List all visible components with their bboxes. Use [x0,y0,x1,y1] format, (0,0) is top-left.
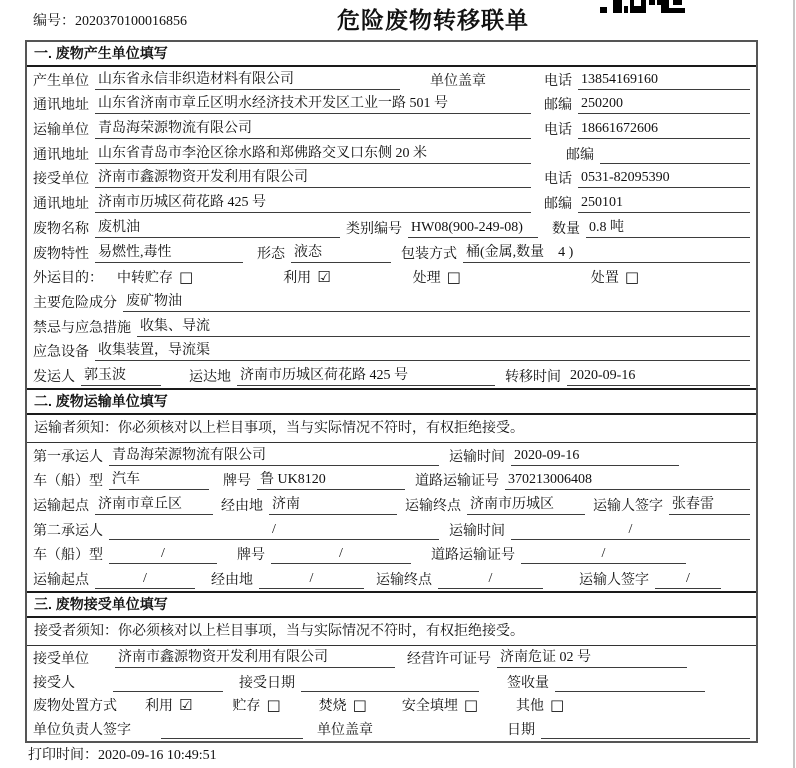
license-number-label: 经营许可证号 [407,651,491,667]
disposal-option-utilize [145,695,192,715]
receiver-unit-label: 接受单位 [33,172,89,188]
date-label: 日期 [507,723,535,739]
receiver-zip-value: 250101 [578,193,750,213]
transport-unit-value: 青岛海荣源物流有限公司 [95,119,531,139]
quantity-value: 0.8 吨 [586,218,750,238]
destination-value: 济南市历城区荷花路 425 号 [237,366,495,386]
row-shipper [27,363,756,388]
qr-code-fragment [600,0,685,13]
disposal-method-label: 废物处置方式 [33,699,117,715]
transport-time2-label: 运输时间 [449,523,505,539]
category-code-label: 类别编号 [346,221,402,237]
disposal-utilize-label: 利用 [145,699,173,715]
quantity-label: 数量 [552,221,580,237]
plate-number2-label: 牌号 [237,548,265,564]
row-producer-address [27,92,756,117]
row-waste-property [27,240,756,265]
shipper-label: 发运人 [33,369,75,385]
emergency-measures-value: 收集、导流 [137,317,750,337]
transport-time-label: 运输时间 [449,449,505,465]
row-transport-route-1 [27,492,756,517]
producer-zip-value: 250200 [578,94,750,114]
producer-unit-value: 山东省永信非织造材料有限公司 [95,70,400,90]
row-second-carrier [27,517,756,542]
carrier-signature-value: 张春雷 [669,495,750,515]
via-value: 济南 [269,495,397,515]
terminus-value: 济南市历城区 [467,495,585,515]
section2-header: 二. 废物运输单位填写 [27,388,756,415]
signed-quantity-value [555,672,705,692]
row-vehicle-type-2 [27,542,756,567]
row-vehicle-type-1 [27,468,756,493]
producer-unit-label: 产生单位 [33,73,89,89]
disposal-storage-label: 贮存 [232,699,261,715]
checkbox-unchecked-icon: □ [463,695,479,714]
road-permit-value: 370213006408 [505,470,750,490]
row-accepting-unit [27,646,756,670]
print-time-label: 打印时间： [28,748,98,763]
waste-property-label: 废物特性 [33,246,89,262]
disposal-option-landfill [402,695,478,715]
checkbox-unchecked-icon: □ [266,695,281,714]
receiver-unit-value: 济南市鑫源物资开发利用有限公司 [95,168,531,188]
row-first-carrier [27,443,756,468]
vehicle-type2-label: 车（船）型 [33,548,103,564]
second-carrier-value: / [109,520,439,540]
vehicle-type2-value: / [109,544,217,564]
checkbox-unchecked-icon: □ [624,267,640,286]
emergency-measures-label: 禁忌与应急措施 [33,320,131,336]
origin2-value: / [95,569,195,589]
terminus2-label: 运输终点 [376,573,432,589]
disposal-incinerate-label: 焚烧 [318,699,347,715]
purpose-dispose-label: 处置 [590,271,619,287]
transport-address-value: 山东省青岛市李沧区徐水路和郑佛路交叉口东侧 20 米 [95,144,531,164]
row-producer-unit [27,67,756,92]
row-accepting-person [27,670,756,694]
producer-phone-label: 电话 [544,73,572,89]
row-outbound-purpose [27,265,756,290]
accept-date-label: 接受日期 [239,675,295,691]
producer-zip-label: 邮编 [544,98,572,114]
purpose-option-utilize [283,267,330,287]
row-emergency-measures [27,314,756,339]
origin-label: 运输起点 [33,499,89,514]
signed-quantity-label: 签收量 [507,675,549,691]
producer-phone-value: 13854169160 [578,70,750,90]
plate-number-label: 牌号 [223,474,251,490]
receiver-address-value: 济南市历城区荷花路 425 号 [95,193,531,213]
row-receiver-address [27,190,756,215]
via-label: 经由地 [221,499,263,514]
terminus2-value: / [438,569,543,589]
transport-unit-label: 运输单位 [33,123,89,139]
origin-value: 济南市章丘区 [95,495,213,515]
purpose-transfer-storage-label: 中转贮存 [117,271,173,287]
date-value [541,719,750,739]
receiver-phone-label: 电话 [544,172,572,188]
carrier-signature2-value: / [655,569,721,589]
origin2-label: 运输起点 [33,573,89,589]
transport-time2-value: / [511,520,750,540]
license-number-value: 济南危证 02 号 [497,648,687,668]
accepting-unit-label: 接受单位 [33,651,89,667]
disposal-option-incinerate [319,695,367,715]
first-carrier-value: 青岛海荣源物流有限公司 [109,446,439,466]
purpose-option-transfer-storage [117,267,193,287]
transport-address-label: 通讯地址 [33,147,89,163]
transport-zip-label: 邮编 [566,147,594,163]
unit-seal2-label: 单位盖章 [317,723,373,739]
row-transport-address [27,141,756,166]
plate-number-value: 鲁 UK8120 [257,470,405,490]
receiver-address-label: 通讯地址 [33,197,89,213]
checkbox-unchecked-icon: □ [179,267,194,286]
waste-name-label: 废物名称 [33,221,89,237]
form-state-label: 形态 [257,246,285,262]
transport-phone-label: 电话 [544,123,572,139]
accepting-person-label: 接受人 [33,675,75,691]
disposal-other-label: 其他 [516,699,545,715]
row-receiver-unit [27,166,756,191]
form-state-value: 液态 [291,243,391,263]
row-emergency-equipment [27,339,756,364]
purpose-option-treat [413,267,461,287]
unit-seal-label: 单位盖章 [430,73,486,89]
row-hazard-component [27,289,756,314]
accepting-unit-value: 济南市鑫源物资开发利用有限公司 [115,648,395,668]
vehicle-type-value: 汽车 [109,470,209,490]
section3-header: 三. 废物接受单位填写 [27,591,756,618]
packaging-label: 包装方式 [401,246,457,262]
page-edge-line [793,0,795,768]
plate-number2-value: / [271,544,411,564]
purpose-utilize-label: 利用 [283,271,312,287]
category-code-value: HW08(900-249-08) [408,218,538,238]
emergency-equipment-value: 收集装置，导流渠 [95,341,750,361]
receiver-notice: 接受者须知：你必须核对以上栏目事项，当与实际情况不符时，有权拒绝接受。 [27,618,756,646]
first-carrier-label: 第一承运人 [33,449,103,465]
waste-property-value: 易燃性,毒性 [95,243,243,263]
checkbox-checked-icon: ☑ [179,695,193,714]
row-transport-unit [27,116,756,141]
outbound-purpose-label: 外运目的： [33,271,103,287]
transfer-time-value: 2020-09-16 [567,366,750,386]
accepting-person-value [113,672,223,692]
road-permit-label: 道路运输证号 [415,474,499,490]
disposal-option-storage [232,695,280,715]
section-transporter [27,388,756,591]
section1-header: 一. 废物产生单位填写 [27,42,756,67]
transport-zip-value [600,144,750,164]
transport-phone-value: 18661672606 [578,119,750,139]
shipper-value: 郭玉波 [81,366,161,386]
disposal-landfill-label: 安全填埋 [401,699,458,715]
row-responsible-signature [27,717,756,741]
checkbox-unchecked-icon: □ [550,695,565,714]
print-time [28,744,217,764]
carrier-signature-label: 运输人签字 [593,499,663,514]
section-receiver [27,591,756,741]
section-producer [27,42,756,388]
via2-value: / [259,569,364,589]
waste-name-value: 废机油 [95,218,340,238]
vehicle-type-label: 车（船）型 [33,474,103,490]
row-transport-route-2 [27,566,756,591]
checkbox-unchecked-icon: □ [352,695,367,714]
row-disposal-method [27,694,756,718]
producer-address-value: 山东省济南市章丘区明水经济技术开发区工业一路 501 号 [95,94,531,114]
print-time-value: 2020-09-16 10:49:51 [98,748,217,763]
responsible-signature-value [161,719,303,739]
checkbox-checked-icon: ☑ [317,267,331,286]
purpose-treat-label: 处理 [412,271,441,287]
carrier-signature2-label: 运输人签字 [579,573,649,589]
checkbox-unchecked-icon: □ [446,267,461,286]
serial-label: 编号： [33,14,75,29]
row-waste-name [27,215,756,240]
transporter-notice: 运输者须知：你必须核对以上栏目事项，当与实际情况不符时，有权拒绝接受。 [27,415,756,443]
receiver-zip-label: 邮编 [544,197,572,213]
transport-time-value: 2020-09-16 [511,446,679,466]
packaging-value: 桶(金属,数量 4 ) [463,243,750,263]
receiver-phone-value: 0531-82095390 [578,168,750,188]
disposal-option-other [516,695,564,715]
accept-date-value [301,672,479,692]
page-title: 危险废物转移联单 [337,7,529,33]
terminus-label: 运输终点 [405,499,461,514]
hazard-component-label: 主要危险成分 [33,295,117,311]
transfer-time-label: 转移时间 [505,369,561,385]
hazard-component-value: 废矿物油 [123,292,750,312]
destination-label: 运达地 [189,369,231,385]
road-permit2-label: 道路运输证号 [431,548,515,564]
purpose-option-dispose [591,267,639,287]
road-permit2-value: / [521,544,686,564]
second-carrier-label: 第二承运人 [33,523,103,539]
responsible-signature-label: 单位负责人签字 [33,723,131,739]
form-table [25,40,758,743]
emergency-equipment-label: 应急设备 [33,345,89,361]
via2-label: 经由地 [211,573,253,589]
producer-address-label: 通讯地址 [33,98,89,114]
serial-value: 2020370100016856 [75,14,187,29]
